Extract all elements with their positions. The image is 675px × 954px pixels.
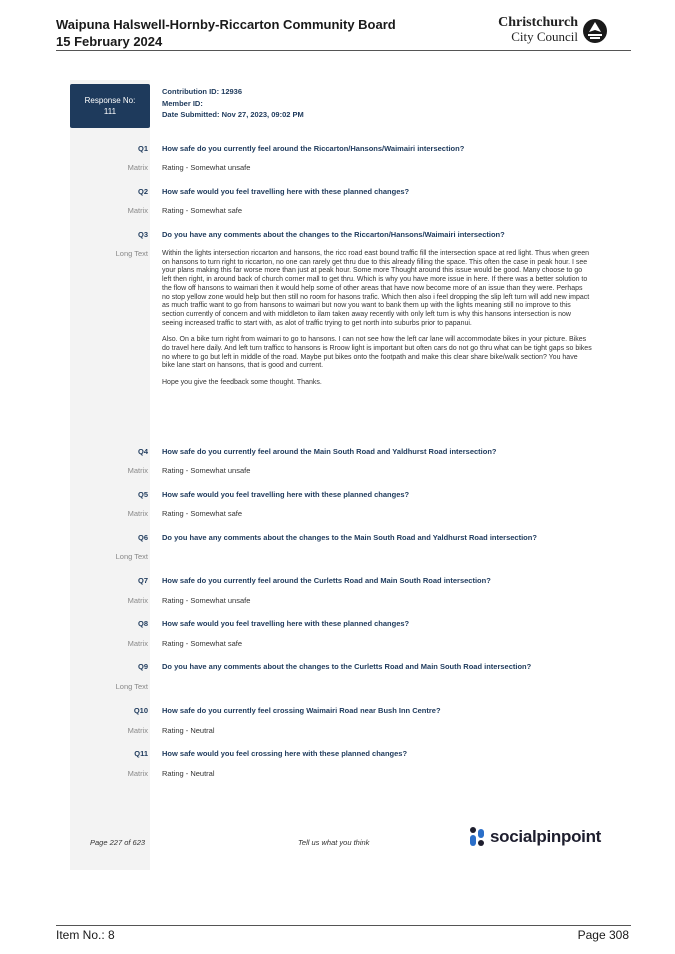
socialpinpoint-wordmark: socialpinpoint <box>490 827 602 846</box>
answer-type: Matrix <box>127 769 148 778</box>
long-text-answer <box>162 250 592 396</box>
answer-type: Matrix <box>127 596 148 605</box>
answer-type: Long Text <box>115 552 148 561</box>
question-number: Q8 <box>137 619 148 628</box>
answer-type: Long Text <box>115 682 148 691</box>
question-number: Q11 <box>134 749 148 758</box>
document-page-number: Page 308 <box>577 928 629 942</box>
date-submitted: Nov 27, 2023, 09:02 PM <box>221 110 304 119</box>
question-text: How safe would you feel travelling here with these planned changes? <box>162 619 410 628</box>
socialpinpoint-mark-icon <box>468 826 486 848</box>
document-header <box>56 14 622 50</box>
question-text: Do you have any comments about the changes to the Curletts Road and Main South Road intersection? <box>162 662 532 671</box>
comment-paragraph: Also. On a bike turn right from waimari to go to hansons. I can not see how the left car lane will accommodate bikes in your picture. Bikes do travel here daily. And left turn trafficc to hansons is Rroow light is important but often cars do not go thru what can be tight gaps so bikes no where to go but left in middle of the road. Maybe put bikes onto the footpath and make this clear share bike/walk section? You have bike lane start on hansons, that is good and current. <box>162 336 592 370</box>
answer-type: Matrix <box>127 639 148 648</box>
logo-line2: City Council <box>511 29 578 44</box>
question-number: Q5 <box>137 490 148 499</box>
answer-type: Long Text <box>115 249 148 258</box>
tagline: Tell us what you think <box>298 838 370 847</box>
question-number: Q10 <box>133 706 148 715</box>
member-label: Member ID: <box>162 98 203 108</box>
question-text: How safe would you feel travelling here with these planned changes? <box>162 490 410 499</box>
response-number: 111 <box>103 107 117 116</box>
logo-line1: Christchurch <box>498 15 578 30</box>
question-number: Q9 <box>137 662 148 671</box>
item-number: Item No.: 8 <box>56 928 115 942</box>
question-number: Q6 <box>137 533 148 542</box>
question-number: Q7 <box>137 576 148 585</box>
answer-type: Matrix <box>127 206 148 215</box>
submission-meta <box>162 86 304 121</box>
answer-type: Matrix <box>127 509 148 518</box>
answer-text: Rating - Somewhat safe <box>162 639 243 648</box>
question-text: How safe do you currently feel around the Main South Road and Yaldhurst Road intersection? <box>162 447 497 456</box>
question-text: How safe do you currently feel around the Riccarton/Hansons/Waimairi intersection? <box>162 144 465 153</box>
answer-text: Rating - Somewhat unsafe <box>162 466 251 475</box>
answer-text: Rating - Somewhat unsafe <box>162 163 251 172</box>
question-number: Q4 <box>137 447 148 456</box>
question-text: How safe would you feel crossing here with these planned changes? <box>162 749 408 758</box>
contribution-label: Contribution ID: <box>162 87 220 96</box>
footer-divider <box>56 925 631 926</box>
answer-type: Matrix <box>127 726 148 735</box>
answer-text: Rating - Somewhat safe <box>162 509 243 518</box>
question-text: How safe do you currently feel around the Curletts Road and Main South Road intersection? <box>162 576 491 585</box>
answer-text: Rating - Neutral <box>162 769 215 778</box>
answer-text: Rating - Somewhat unsafe <box>162 596 251 605</box>
question-text: How safe do you currently feel crossing Waimairi Road near Bush Inn Centre? <box>162 706 441 715</box>
comment-paragraph: Within the lights intersection riccarton and hansons, the ricc road east bound traffic fill the intersection space at red light. Thus when green on hansons to turn right to riccarton, no one can rarely get thru due to this already filling the space. This often the case in peak hour. I see your plans making this far worse more than just at peak hour. Some more Thought around this issue would be good. Many choose to go left then right, in around back of church corner mall to get thru. Which is why you have more issue in here. If there was a better solution to the flow off hansons to waimari then it would help some of other areas that have now become more of an issue than they were. Perhaps no stop yellow zone would help but then still no room for hasons trafic. Which then also i feel dropping the slip left turn will add new impact as much traffic want to go from hansons to waimari but now you want to bank them up with the lights meaning still no improve to this section currently of concern and with middleton to ilam taken away recently with only left turn is why this hansons intersection is now seeing increased traffic to start with, as alot of traffic trying to get north into suburbs prior to papanui. <box>162 250 590 327</box>
council-emblem-icon <box>582 18 608 44</box>
contribution-id: 12936 <box>221 87 243 96</box>
date-label: Date Submitted: <box>162 110 220 119</box>
question-number: Q3 <box>137 230 148 239</box>
document-date: 15 February 2024 <box>56 34 163 49</box>
question-text: Do you have any comments about the changes to the Riccarton/Hansons/Waimairi intersection? <box>162 230 505 239</box>
response-label: Response No: <box>84 96 136 105</box>
header-divider <box>56 50 631 51</box>
inner-page-number: Page 227 of 623 <box>90 838 146 847</box>
answer-text: Rating - Somewhat safe <box>162 206 243 215</box>
question-number: Q2 <box>137 187 148 196</box>
answer-text: Rating - Neutral <box>162 726 215 735</box>
answer-type: Matrix <box>127 466 148 475</box>
comment-paragraph: Hope you give the feedback some thought. Thanks. <box>162 379 322 387</box>
document-title: Waipuna Halswell-Hornby-Riccarton Community Board <box>56 17 396 32</box>
answer-type: Matrix <box>127 163 148 172</box>
question-number: Q1 <box>137 144 148 153</box>
response-number-box <box>70 84 150 128</box>
question-text: How safe would you feel travelling here with these planned changes? <box>162 187 410 196</box>
question-text: Do you have any comments about the changes to the Main South Road and Yaldhurst Road intersection? <box>162 533 537 542</box>
